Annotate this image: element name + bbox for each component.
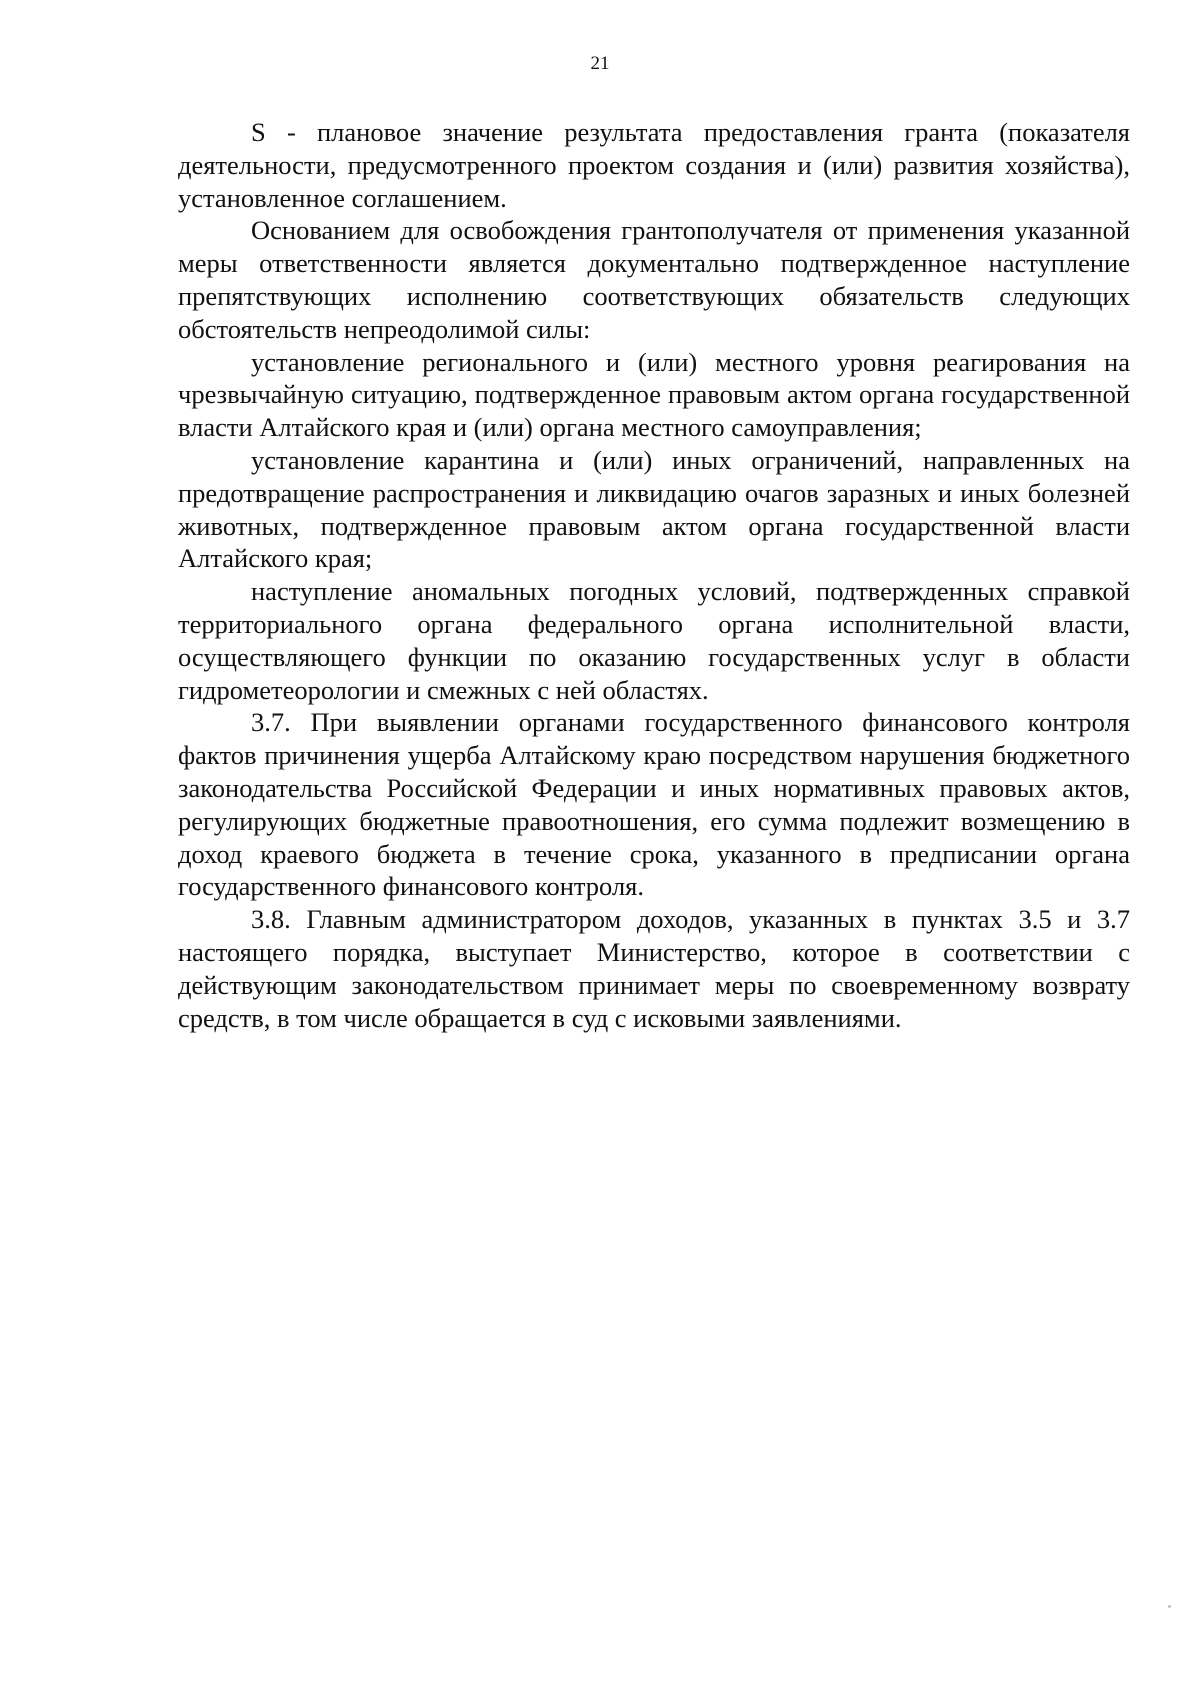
paragraph-exemption-basis: Основанием для освобождения грантополучателя от применения указанной меры ответственности является документально подтвержденное наступление препятствующих исполнению соответствующих обязательств следующих обстоятельств непреодолимой силы: [178, 215, 1130, 344]
document-body [178, 116, 1130, 1034]
paragraph-plan-value: S - плановое значение результата предоставления гранта (показателя деятельности, предусмотренного проектом создания и (или) развития хозяйства), установленное соглашением. [178, 117, 1130, 213]
paragraph-3-7: 3.7. При выявлении органами государственного финансового контроля фактов причинения ущерба Алтайскому краю посредством нарушения бюджетного законодательства Российской Федерации и иных нормативных правовых актов, регулирующих бюджетные правоотношения, его сумма подлежит возмещению в доход краевого бюджета в течение срока, указанного в предписании органа государственного финансового контроля. [178, 707, 1130, 902]
paragraph-weather-conditions: наступление аномальных погодных условий, подтвержденных справкой территориального органа федерального органа исполнительной власти, осуществляющего функции по оказанию государственных услуг в области гидрометеорологии и смежных с ней областях. [178, 576, 1130, 705]
paragraph-emergency-response: установление регионального и (или) местного уровня реагирования на чрезвычайную ситуацию, подтвержденное правовым актом органа государственной власти Алтайского края и (или) органа местного самоуправления; [178, 346, 1130, 443]
scan-artifact-dot [1168, 1605, 1171, 1608]
paragraph-3-8: 3.8. Главным администратором доходов, указанных в пунктах 3.5 и 3.7 настоящего порядка, выступает Министерство, которое в соответствии с действующим законодательством принимает меры по своевременному возврату средств, в том числе обращается в суд с исковыми заявлениями. [178, 904, 1130, 1033]
paragraph-quarantine: установление карантина и (или) иных ограничений, направленных на предотвращение распространения и ликвидацию очагов заразных и иных болезней животных, подтвержденное правовым актом органа государственной власти Алтайского края; [178, 444, 1130, 574]
page-number: 21 [590, 53, 610, 74]
